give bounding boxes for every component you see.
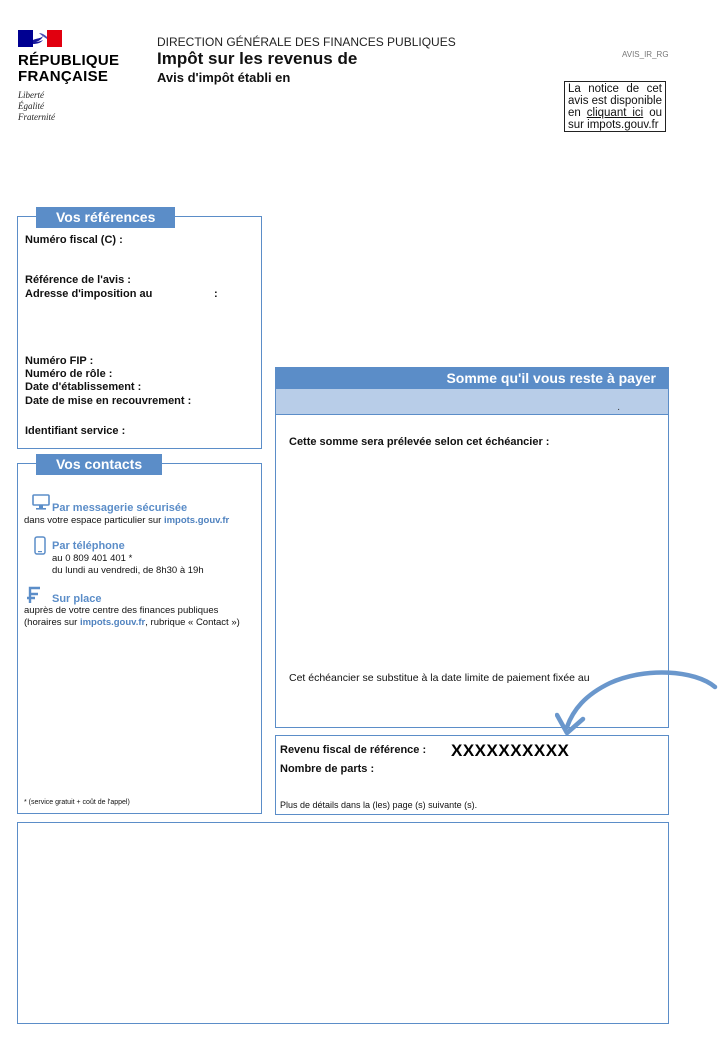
phone-hours: du lundi au vendredi, de 8h30 à 19h xyxy=(52,565,204,576)
onsite-title: Sur place xyxy=(52,593,102,605)
notice-text-after: ou sur impots.gouv.fr xyxy=(568,107,662,131)
tax-address-label: Adresse d'imposition au xyxy=(25,288,153,300)
issue-date-label: Date d'établissement : xyxy=(25,381,142,393)
messaging-title: Par messagerie sécurisée xyxy=(52,502,188,514)
computer-icon xyxy=(32,494,50,510)
amount-due-title: Somme qu'il vous reste à payer xyxy=(276,368,668,389)
more-details-text: Plus de détails dans la (les) page (s) suivante (s). xyxy=(280,800,478,810)
republique-francaise-logo xyxy=(18,30,128,125)
service-id-label: Identifiant service : xyxy=(25,425,126,437)
notice-box xyxy=(564,81,666,132)
page-title: Impôt sur les revenus de xyxy=(157,49,358,68)
schedule-label: Cette somme sera prélevée selon cet échéancier : xyxy=(289,436,550,448)
rfr-value: XXXXXXXXXX xyxy=(451,741,570,760)
tax-address-colon: : xyxy=(214,288,218,300)
contacts-panel xyxy=(17,456,262,814)
rfr-label: Revenu fiscal de référence : xyxy=(280,744,427,756)
revenue-panel xyxy=(275,735,669,815)
fiscal-number-label: Numéro fiscal (C) : xyxy=(25,234,123,246)
collection-date-label: Date de mise en recouvrement : xyxy=(25,395,192,407)
contacts-title: Vos contacts xyxy=(36,454,162,475)
franc-icon xyxy=(26,586,42,604)
curved-arrow-icon xyxy=(555,665,720,740)
bottom-detachable-area xyxy=(17,822,669,1024)
phone-title: Par téléphone xyxy=(52,540,125,552)
devise-text: Liberté Égalité Fraternité xyxy=(18,90,55,122)
amount-due-band xyxy=(276,389,668,415)
notice-link[interactable]: cliquant ici xyxy=(586,107,644,119)
messaging-text: dans votre espace particulier sur impots.gouv.fr xyxy=(24,515,230,526)
contacts-footnote: * (service gratuit + coût de l'appel) xyxy=(24,799,130,806)
republique-francaise-text: RÉPUBLIQUE FRANÇAISE xyxy=(18,52,120,85)
role-number-label: Numéro de rôle : xyxy=(25,368,113,380)
phone-icon xyxy=(34,536,46,555)
messaging-link[interactable]: impots.gouv.fr xyxy=(163,515,230,526)
french-flag-icon xyxy=(18,30,62,47)
direction-label: DIRECTION GÉNÉRALE DES FINANCES PUBLIQUES xyxy=(157,35,456,49)
onsite-link[interactable]: impots.gouv.fr xyxy=(79,617,146,628)
schedule-substitute-text: Cet échéancier se substitue à la date limite de paiement fixée au xyxy=(289,672,590,684)
references-panel xyxy=(17,209,262,449)
notice-reference-label: Référence de l'avis : xyxy=(25,274,131,286)
document-code: AVIS_IR_RG xyxy=(622,50,669,59)
references-title: Vos références xyxy=(36,207,175,228)
amount-due-value: . xyxy=(617,402,620,413)
notice-text-before: La notice de cet avis est disponible en xyxy=(568,83,662,119)
page-subtitle: Avis d'impôt établi en xyxy=(157,70,291,85)
parts-label: Nombre de parts : xyxy=(280,763,375,775)
fip-number-label: Numéro FIP : xyxy=(25,355,94,367)
onsite-text: auprès de votre centre des finances publiques xyxy=(24,605,219,616)
phone-number: au 0 809 401 401 * xyxy=(52,553,133,564)
onsite-hours: (horaires sur impots.gouv.fr, rubrique « Contact ») xyxy=(24,617,240,628)
